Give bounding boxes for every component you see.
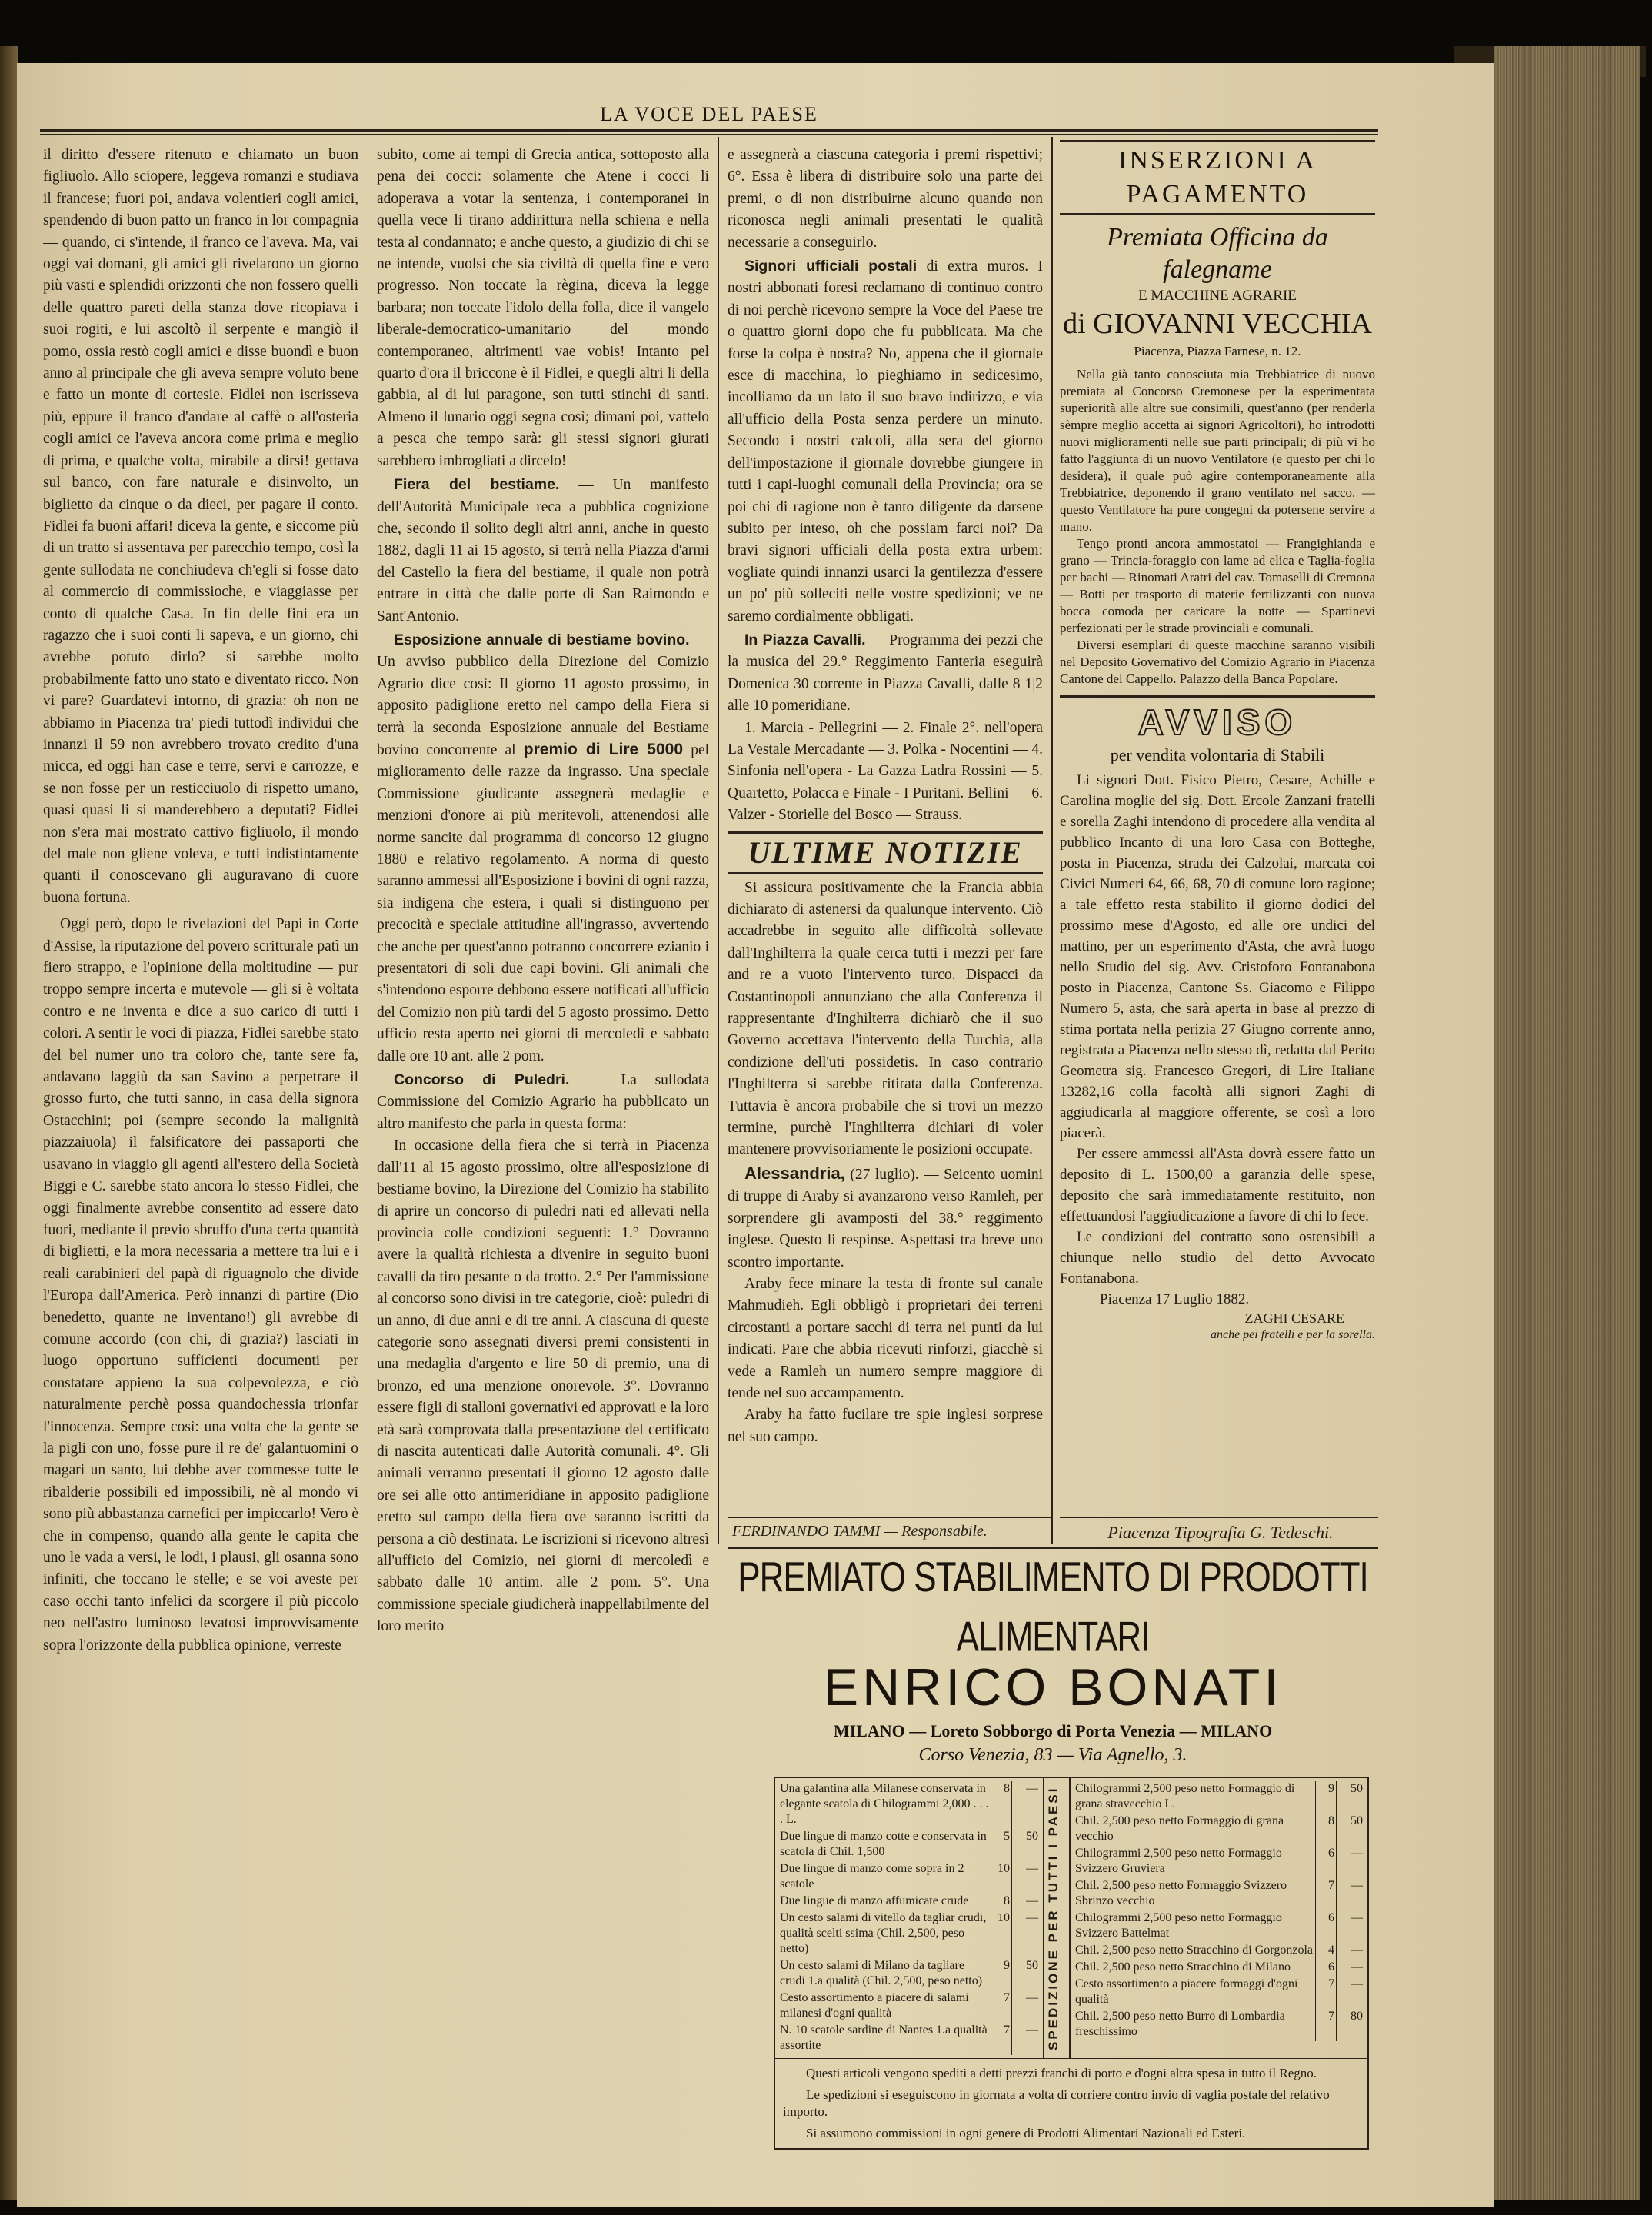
price-note: Le spedizioni si eseguiscono in giornata a volta di corriere contro invio di vaglia postale del relativo importo. bbox=[783, 2087, 1330, 2119]
avviso-title: AVVISO bbox=[1137, 702, 1297, 742]
price-cents: — bbox=[1337, 1977, 1365, 2009]
news-heading: Signori ufficiali postali bbox=[744, 258, 918, 275]
price-list-right bbox=[1070, 1778, 1367, 2058]
price-lire: 6 bbox=[1316, 1910, 1337, 1943]
ad-divider bbox=[1060, 695, 1375, 698]
article-paragraph: Araby ha fatto fucilare tre spie inglesi sorprese nel suo campo. bbox=[728, 1407, 1043, 1445]
bonati-address: MILANO — Loreto Sobborgo di Porta Venezia — MILANO bbox=[833, 1721, 1273, 1740]
avviso-text: Li signori Dott. Fisico Pietro, Cesare, Achille e Carolina moglie del sig. Dott. Ercole Zanzani fratelli e sorella Zaghi intendono di procedere alla vendita al pubblico Incanto di una loro Casa con Botteghe, posta in Piacenza, strada dei Calzolai, marcata coi Civici Numeri 64, 66, 68, 70 di comune loro ragione; a tale effetto resta stabilito il giorno dodici del prossimo mese d'Agosto, ed alle ore undici del mattino, per un esperimento d'Asta, che avrà luogo nello Studio del sig. Avv. Cristoforo Fontanabona posto in Piacenza, Cantone Ss. Giacomo e Filippo Numero 5, asta, che sarà aperta in base al prezzo di stima portata nella perizia 27 Giugno corrente anno, registrata a Piacenza nello stesso dì, redatta dal Perito Geometra sig. Francesco Gregori, di Lire Italiane 13282,16 colla facoltà alli signori Zaghi di aggiudicarla al maggiore offerente, se così a loro piacerà. bbox=[1060, 772, 1375, 1141]
price-row bbox=[778, 1990, 1040, 2023]
price-lire: 6 bbox=[1316, 1846, 1337, 1878]
price-item: Due lingue di manzo come sopra in 2 scatole bbox=[780, 1862, 964, 1890]
avviso-subtitle: per vendita volontaria di Stabili bbox=[1110, 745, 1325, 764]
price-lire: 5 bbox=[991, 1829, 1012, 1861]
price-item: Chilogrammi 2,500 peso netto Formaggio Svizzero Gruviera bbox=[1075, 1847, 1282, 1875]
price-row bbox=[1074, 1814, 1364, 1846]
bonati-title: PREMIATO STABILIMENTO DI PRODOTTI ALIMENTARI bbox=[738, 1554, 1368, 1660]
news-heading: Esposizione annuale di bestiame bovino. bbox=[394, 631, 690, 648]
price-item: Chilogrammi 2,500 peso netto Formaggio Svizzero Battelmat bbox=[1075, 1911, 1282, 1940]
news-heading: Fiera del bestiame. bbox=[394, 476, 560, 494]
price-lire: 10 bbox=[991, 1861, 1012, 1894]
price-row bbox=[778, 1829, 1040, 1861]
article-paragraph: subito, come ai tempi di Grecia antica, sottoposto alla pena dei cocci: solamente che Atene i cocci li adoperava a votar la sentenza, i contemporanei in quella vece li tirano addirittura nella schiena e nella testa al condannato; e anche questo, a giudizio di chi se ne intende, vuolsi che sia civiltà di quella fine e vero progresso. Non toccate la règina, diceva la legge barbara; non toccate l'idolo della folla, dice il vangelo liberale-democratico-umanitario del mondo contemporaneo, altrimenti vae vobis! Intanto pel quarto d'ora il briccone è il Fidlei, e quegli altri li della gabbia, al di lui paragone, son tutti stinchi di santi. Almeno il lunario oggi segna così; dimani poi, vattelo a pesca che tempo sarà: gli stessi signori giurati sarebbero imbrogliati a dircelo! bbox=[377, 147, 709, 469]
bonati-address-2: Corso Venezia, 83 — Via Agnello, 3. bbox=[918, 1745, 1187, 1765]
price-row bbox=[1074, 1878, 1364, 1910]
price-cents: — bbox=[1012, 1781, 1041, 1829]
price-cents: — bbox=[1337, 1910, 1365, 1943]
price-cents: 50 bbox=[1012, 1958, 1041, 1990]
news-heading: Alessandria, bbox=[744, 1163, 845, 1183]
article-paragraph: In occasione della fiera che si terrà in Piacenza dall'11 al 15 agosto prossimo, oltre all'esposizione di bestiame bovino, la Direzione del Comizio ha stabilito di aprire un concorso di puledri nati ed allevati nella provincia colle condizioni seguenti: 1.° Dovranno avere la qualità richiesta a divenire in seguito buoni cavalli da tiro pesante o da trotto. 2.° Per l'ammissione al concorso sono divisi in tre categorie, cioè: puledri di un anno, di due anni e di tre anni. A ciascuna di queste categorie sono assegnati diversi premi consistenti in una medaglia d'argento e lire 50 di premio, una di bronzo, ed una menzione onorevole. 3°. Dovranno essere figli di stalloni governativi ed approvati e la loro età sarà comprovata dalla presentazione del certificato di nascita autenticati dalle Autorità comunali. 4°. Gli animali verranno presentati il giorno 12 agosto dalle ore sei alle otto antimeridiane in apposito padiglione eretto sul campo della fiera ove saranno iscritti da persona a ciò destinata. Le iscrizioni si ricevono altresì all'ufficio del Comizio, nei giorni di mercoledì e sabbato dalle 10 antim. alle 2 pom. 5°. Una commissione speciale giudicherà inappellabilmente del loro merito bbox=[377, 1137, 709, 1635]
inserzioni-heading: INSERZIONI A PAGAMENTO bbox=[1060, 140, 1375, 215]
price-item: Un cesto salami di vitello da tagliar crudi, qualità scelti ssima (Chil. 2,500, peso netto) bbox=[780, 1911, 987, 1955]
page-header: LA VOCE DEL PAESE bbox=[600, 103, 818, 125]
price-lire: 8 bbox=[991, 1894, 1012, 1910]
article-paragraph: il diritto d'essere ritenuto e chiamato un buon figliuolo. Allo sciopere, leggeva romanzi e studiava il francese; fuori poi, andava volentieri cogli amici, spendendo di buon patto un franco in lor compagnia — quando, ci s'intende, il franco ce l'aveva. Ma, vai oggi vai domani, gli amici gli rivelarono un giorno più vasti e splendidi orizzonti che non fossero quelli delle quattro pareti della stanza dove ricopiava i suoi rogiti, e lui ascoltò il serpente e mangiò il pomo, ossia restò cogli amici e disse buondì e buon anno al principale che gli aveva sempre voluto bene e fatto un monte di cortesie. Fidlei non iscrisseva più, eppure il franco d'andare al caffè o all'osteria cogli amici ce l'aveva ancora come prima e meglio di prima, e qualche volta, mirabile a dirsi! gettava sul banco, con fare naturale e disinvolto, un biglietto da cinque o da dieci, per pagare il conto. Fidlei fa buoni affari! diceva la gente, e siccome più di un tratto si assentava per parecchio tempo, così la gente sullodata ne conchiudeva ch'egli si fosse dato al commercio di commissioche, e viaggiasse per conto di qualche Casa. In fin delle fini era un ragazzo che i suoi conti li sapeva, e un giorno, chi avrebbe potuto dirlo? si sarebbe molto probabilmente fatto uno stato e diventato ricco. Non vi pare? Guardatevi intorno, di grazia: oh non ne abbiamo in Piacenza tra' piedi tuttodì individui che innanzi il 59 non avrebbero trovato credito d'una micca, ed oggi han case e terre, servi e carrozze, e se non fosse per un resticciuolo di rispetto umano, quasi quasi li si manderebbero a deputati? Fidlei non s'era mai mostrato cattivo figliuolo, il mondo del male non gliene voleva, e tutti indistintamente quanti il conoscevano gli auguravano di cuore buona fortuna. bbox=[43, 147, 358, 906]
price-row bbox=[778, 1861, 1040, 1894]
price-item: Cesto assortimento a piacere formaggi d'ogni qualità bbox=[1075, 1977, 1298, 2006]
price-cents: — bbox=[1012, 1990, 1041, 2023]
price-lire: 7 bbox=[1316, 2009, 1337, 2041]
footer-tipografia: Piacenza Tipografia G. Tedeschi. bbox=[1107, 1523, 1334, 1542]
news-item-cavalli bbox=[728, 629, 1043, 718]
price-item: Una galantina alla Milanese conservata in elegante scatola di Chilogrammi 2,000 . . . . L. bbox=[780, 1782, 989, 1826]
price-lire: 4 bbox=[1316, 1943, 1337, 1960]
price-row bbox=[1074, 1943, 1364, 1960]
footer-rule bbox=[1060, 1517, 1378, 1518]
price-item: Cesto assortimento a piacere di salami milanesi d'ogni qualità bbox=[780, 1991, 969, 2020]
price-list-right-table bbox=[1074, 1781, 1364, 2041]
bonati-name: ENRICO BONATI bbox=[823, 1658, 1283, 1717]
news-item-esposizione bbox=[377, 629, 709, 1068]
news-text: — Programma dei pezzi che la musica del 29.° Reggimento Fanteria eseguirà Domenica 30 corrente in Piazza Cavalli, dalle 8 1|2 alle 10 pomeridiane. bbox=[728, 631, 1043, 714]
price-cents: — bbox=[1337, 1943, 1365, 1960]
price-cents: — bbox=[1012, 1861, 1041, 1894]
article-paragraph: Si assicura positivamente che la Francia abbia dichiarato di astenersi da qualunque intervento. Ciò accadrebbe in seguito alle difficoltà sollevate dall'Inghilterra la quale cerca tutti i mezzi per fare and re a vuoto l'intervento turco. Dispacci da Costantinopoli annunziano che alla Conferenza il rappresentante d'Inghilterra dichiarò che il suo Governo accettava l'intervento della Turchia, alla condizione dell'uti possidetis. In caso contrario l'Inghilterra si sarebbe ritirata dalla Conferenza. Tuttavia è ancora probabile che si trovi un mezzo termine, purchè l'Inghilterra dichiari di voler mantenere provvisoriamente le posizioni occupate. bbox=[728, 879, 1043, 1158]
price-cents: — bbox=[1337, 1878, 1365, 1910]
price-cents: — bbox=[1012, 1894, 1041, 1910]
news-text: di extra muros. I nostri abbonati foresi reclamano di continuo contro di noi perchè ricevono sempre la Voce del Paese tre o quattro giorni dopo che fu pubblicata. Ma che forse la colpa è nostra? No, appena che il giornale esce di macchina, lo pieghiamo in sedicesimo, incolliamo da un lato il suo bravo indirizzo, e via all'ufficio della Posta senza perdere un minuto. Secondo i nostri calcoli, alla sera del giorno dell'impostazione il giornale dovrebbe giungere in tutti i capi-luoghi comunali della Provincia; ora se poi chi di ragione non è tanto diligente da darsene subito per inteso, oh che possiam farci noi? Da bravi signori ufficiali della posta extra urbem: vogliate quindi innanzi usarci la gentilezza d'essere un po' più solleciti nelle vostre spedizioni; ve ne saremo cordialmente obbligati. bbox=[728, 258, 1043, 625]
prize-highlight: premio di Lire 5000 bbox=[523, 740, 684, 758]
price-cents: — bbox=[1012, 2023, 1041, 2055]
price-lire: 9 bbox=[1316, 1781, 1337, 1814]
price-item: Chil. 2,500 peso netto Formaggio Svizzero Sbrinzo vecchio bbox=[1075, 1879, 1287, 1907]
price-item: Due lingue di manzo cotte e conservata in scatola di Chil. 1,500 bbox=[780, 1830, 987, 1858]
price-row bbox=[778, 2023, 1040, 2055]
news-text: — Un manifesto dell'Autorità Municipale reca a pubblica cognizione che, secondo il solito degli altri anni, anche in questo 1882, dagli 11 ai 15 agosto, si terrà nella Piazza d'armi del Castello la fiera del bestiame, il quale non potrà entrare in città che dalle porte di San Raimondo e Sant'Antonio. bbox=[377, 477, 709, 625]
price-table bbox=[775, 1778, 1367, 2058]
article-paragraph: Araby fece minare la testa di fronte sul canale Mahmudieh. Egli obbligò i proprietari dei terreni circostanti a portare sacchi di terra nei punti da lui indicati. Pare che abbia ricevuti rinforzi, giacchè si vede a Ramleh un numero sempre maggiore di tende nel suo accampamento. bbox=[728, 1275, 1043, 1401]
price-cents: 50 bbox=[1337, 1814, 1365, 1846]
ads-column bbox=[1060, 140, 1375, 1524]
price-item: Due lingue di manzo affumicate crude bbox=[780, 1894, 969, 1907]
news-heading: Concorso di Puledri. bbox=[394, 1071, 570, 1089]
article-paragraph: Oggi però, dopo le rivelazioni del Papi in Corte d'Assise, la riputazione del povero scritturale patì un fiero strappo, e l'opinione della moltitudine — pur troppo sempre incerta e mutevole — gli si è voltata contro e ne inventa e dice a suo carico di tutti i colori. A sentir le voci di piazza, Fidlei sarebbe stato del bel numer uno tra coloro che, tante sere fa, andavano laggiù da san Savino a perpetrare il grosso furto, che tutti sanno, in casa della signora Ostacchini; poi (sempre secondo la malignità piazzaiuola) il falsificatore dei passaporti che usavano in viaggio gli agenti all'estero della Società Biggi e C. sarebbe stato ancora lo stesso Fidlei, che oggi finalmente avrebbe consentito ad essere dato fuori, mediante il previo sbruffo d'una certa quantità di biglietti, e la mora necessaria a mettere tra lui e i reali carabinieri del papà di riguagnolo che divide l'Europa dall'America. Però innanzi di partire (Dio benedetto, quante ne inventano!) gli avrebbe di comune accordo (con chi, di grazia?) lasciati in luogo opportuno sufficienti documenti per constatare appieno la sua colpevolezza, e ciò naturalmente perchè possa quandochessia trionfar l'innocenza. Sempre così: una volta che la gente se la pigli con uno, fosse pure il re de' galantuomini o magari un santo, lui debbe aver commesse tutte le ribalderie possibili ed impossibili, nè al mondo vi sono più abbastanza carnefici per impiccarlo! Vero è che in compenso, quando alla gente le capita che uno le vada a versi, le lodi, i plausi, gli osanna sono infiniti, che toccano le stelle; e se voi aveste per caso occhi tanto infelici da scorgere il più piccolo neo nell'astro luminoso levatosi improvvisamente sopra l'orizzonte della pubblica opinione, verreste bbox=[43, 916, 358, 1654]
price-cents: 50 bbox=[1012, 1829, 1041, 1861]
price-lire: 7 bbox=[991, 1990, 1012, 2023]
price-list-box bbox=[774, 1777, 1369, 2150]
price-item: Chil. 2,500 peso netto Formaggio di grana vecchio bbox=[1075, 1814, 1284, 1843]
news-item-puledri bbox=[377, 1069, 709, 1135]
price-lire: 7 bbox=[991, 2023, 1012, 2055]
bonati-advertisement bbox=[728, 1552, 1378, 2198]
price-item: Chil. 2,500 peso netto Stracchino di Milano bbox=[1075, 1960, 1291, 1974]
news-item-fiera bbox=[377, 474, 709, 628]
price-lire: 8 bbox=[991, 1781, 1012, 1829]
price-lire: 10 bbox=[991, 1910, 1012, 1958]
news-heading: In Piazza Cavalli. bbox=[744, 631, 866, 648]
price-lire: 7 bbox=[1316, 1977, 1337, 2009]
price-item: Un cesto salami di Milano da tagliare crudi 1.a qualità (Chil. 2,500, peso netto) bbox=[780, 1959, 983, 1987]
article-column-1 bbox=[43, 145, 358, 2206]
book-spine-left bbox=[0, 46, 18, 2200]
price-row bbox=[1074, 2009, 1364, 2041]
price-row bbox=[1074, 1781, 1364, 1814]
column-divider bbox=[1051, 137, 1053, 1544]
footer-responsabile: FERDINANDO TAMMI — Responsabile. bbox=[732, 1523, 988, 1540]
avviso-text: Le condizioni del contratto sono ostensibili a chiunque nello studio del detto Avvocato Fontanabona. bbox=[1060, 1229, 1375, 1287]
header-rule-thin bbox=[40, 134, 1378, 135]
price-lire: 7 bbox=[1316, 1878, 1337, 1910]
price-row bbox=[778, 1958, 1040, 1990]
officina-address: Piacenza, Piazza Farnese, n. 12. bbox=[1134, 344, 1301, 358]
column-divider bbox=[718, 137, 719, 1544]
price-row bbox=[1074, 1910, 1364, 1943]
price-row bbox=[1074, 1846, 1364, 1878]
book-page-edges bbox=[1494, 46, 1640, 2200]
news-text: pel miglioramento delle razze da ingrasso. Una speciale Commissione giudicante assegnerà medaglie e menzioni d'onore ai più meritevoli, attenendosi alle norme sancite dal programma di concorso 12 giugno 1880 e relativo regolamento. A norma di questo saranno ammessi all'Esposizione i bovini di ogni razza, sia indigena che estera, i quali si distinguono per precocità e speciale attitudine all'ingrasso, avvertendo che anche per quest'anno potranno concorrere ezianio i presentatori di soli due capi bovini. Gli animali che s'intendono esporre debbono essere notificati all'ufficio del Comizio non più tardi del 5 agosto prossimo. Detto ufficio resta aperto nei giorni di mercoledì e sabbato dalle ore 10 ant. alle 2 pom. bbox=[377, 741, 709, 1064]
price-cents: 80 bbox=[1337, 2009, 1365, 2041]
footer-rule bbox=[728, 1517, 1051, 1518]
article-paragraph: e assegnerà a ciascuna categoria i premi rispettivi; 6°. Essa è libera di distribuire solo una parte dei premi, o di non distribuirne alcuno quando non riconosca negli animali presentati le qualità necessarie a conseguirlo. bbox=[728, 147, 1043, 251]
price-list-left bbox=[775, 1778, 1044, 2058]
price-note: Si assumono commissioni in ogni genere di Prodotti Alimentari Nazionali ed Esteri. bbox=[806, 2126, 1246, 2140]
price-row bbox=[778, 1894, 1040, 1910]
ultime-notizie-box bbox=[728, 831, 1043, 874]
price-notes bbox=[775, 2058, 1367, 2148]
news-item-alessandria bbox=[728, 1163, 1043, 1274]
avviso-signature: ZAGHI CESARE bbox=[1244, 1311, 1344, 1326]
price-lire: 8 bbox=[1316, 1814, 1337, 1846]
news-item-postali bbox=[728, 255, 1043, 628]
price-lire: 9 bbox=[991, 1958, 1012, 1990]
price-lire: 6 bbox=[1316, 1960, 1337, 1977]
music-program: 1. Marcia - Pellegrini — 2. Finale 2°. nell'opera La Vestale Mercadante — 3. Polka - Nocentini — 4. Sinfonia nell'opera - La Gazza Ladra Rossini — 5. Quartetto, Polacca e Finale - I Puritani. Bellini — 6. Valzer - Storielle del Bosco — Strauss. bbox=[728, 719, 1043, 824]
officina-title: Premiata Officina da falegname bbox=[1107, 223, 1328, 284]
news-text: — Un avviso pubblico della Direzione del Comizio Agrario dice così: Il giorno 11 agosto prossimo, in apposito padiglione eretto nel campo della Fiera si terrà la seconda Esposizione annuale del Bestiame bovino concorrente al bbox=[377, 631, 709, 758]
price-item: Chil. 2,500 peso netto Stracchino di Gorgonzola bbox=[1075, 1944, 1313, 1957]
news-text: — La sullodata Commissione del Comizio Agrario ha pubblicato un altro manifesto che parla in questa forma: bbox=[377, 1072, 709, 1132]
price-row bbox=[778, 1910, 1040, 1958]
ad-text: Diversi esemplari di queste macchine saranno visibili nel Deposito Governativo del Comizio Agrario in Piacenza Cantone del Cappello. Palazzo della Banca Popolare. bbox=[1060, 638, 1375, 686]
ultime-notizie-title: ULTIME NOTIZIE bbox=[748, 834, 1023, 870]
article-column-3 bbox=[728, 145, 1043, 1521]
header-rule bbox=[40, 129, 1378, 132]
avviso-text: Per essere ammessi all'Asta dovrà essere fatto un deposito di L. 1500,00 a garanzia delle spese, deposito che sarà immediatamente restituito, non effettuandosi l'aggiudicazione a favore di chi lo fece. bbox=[1060, 1146, 1375, 1224]
price-cents: — bbox=[1337, 1846, 1365, 1878]
price-cents: — bbox=[1012, 1910, 1041, 1958]
officina-owner: di GIOVANNI VECCHIA bbox=[1063, 308, 1372, 340]
price-item: Chilogrammi 2,500 peso netto Formaggio di grana stravecchio L. bbox=[1075, 1782, 1295, 1810]
price-row bbox=[1074, 1977, 1364, 2009]
price-cents: 50 bbox=[1337, 1781, 1365, 1814]
price-cents: — bbox=[1337, 1960, 1365, 1977]
newspaper-page bbox=[17, 63, 1494, 2207]
ad-text: Nella già tanto conosciuta mia Trebbiatrice di nuovo premiata al Concorso Cremonese per la esperimentata superiorità alle altre sue consimili, quest'anno (per renderla sèmpre meglio accetta ai signori Agricoltori), ho introdotti nuovi miglioramenti nelle sue parti principali; di più vi ho fatto l'aggiunta di un nuovo Ventilatore (e questo per chi lo desidera), il quale può agire contemporaneamente alla Trebbiatrice, deponendo il grano ventilato nel sacco. — questo Ventilatore ha pure congegni da potersene servire a mano. bbox=[1060, 367, 1375, 534]
article-column-2 bbox=[377, 145, 709, 2206]
news-text: (27 luglio). — Seicento uomini di truppe di Araby si avanzarono verso Ramleh, per sorprendere gli avamposti del 38.° reggimento inglese. Questo li respinse. Aspettasi tra breve uno scontro importante. bbox=[728, 1166, 1043, 1271]
price-note: Questi articoli vengono spediti a detti prezzi franchi di porto e d'ogni altra spesa in tutto il Regno. bbox=[806, 2066, 1317, 2080]
officina-subtitle: E MACCHINE AGRARIE bbox=[1138, 288, 1297, 304]
avviso-date: Piacenza 17 Luglio 1882. bbox=[1100, 1291, 1250, 1307]
price-list-left-table bbox=[778, 1781, 1040, 2055]
price-item: Chil. 2,500 peso netto Burro di Lombardia freschissimo bbox=[1075, 2010, 1285, 2038]
price-row bbox=[778, 1781, 1040, 1829]
price-row bbox=[1074, 1960, 1364, 1977]
price-item: N. 10 scatole sardine di Nantes 1.a qualità assortite bbox=[780, 2023, 988, 2052]
shipping-vertical-label: SPEDIZIONE PER TUTTI I PAESI bbox=[1044, 1778, 1070, 2058]
ad-text: Tengo pronti ancora ammostatoi — Frangighianda e grano — Trincia-foraggio con lame ad elica e Taglia-foglia per bachi — Rinomati Aratri del cav. Tomaselli di Cremona — Botti per trasporto di materie fertilizzanti con nuova bocca comoda per caricare la notte — Spartinevi perfezionati per le strade provinciali e comunali. bbox=[1060, 536, 1375, 635]
avviso-signature-note: anche pei fratelli e per la sorella. bbox=[1210, 1328, 1375, 1341]
